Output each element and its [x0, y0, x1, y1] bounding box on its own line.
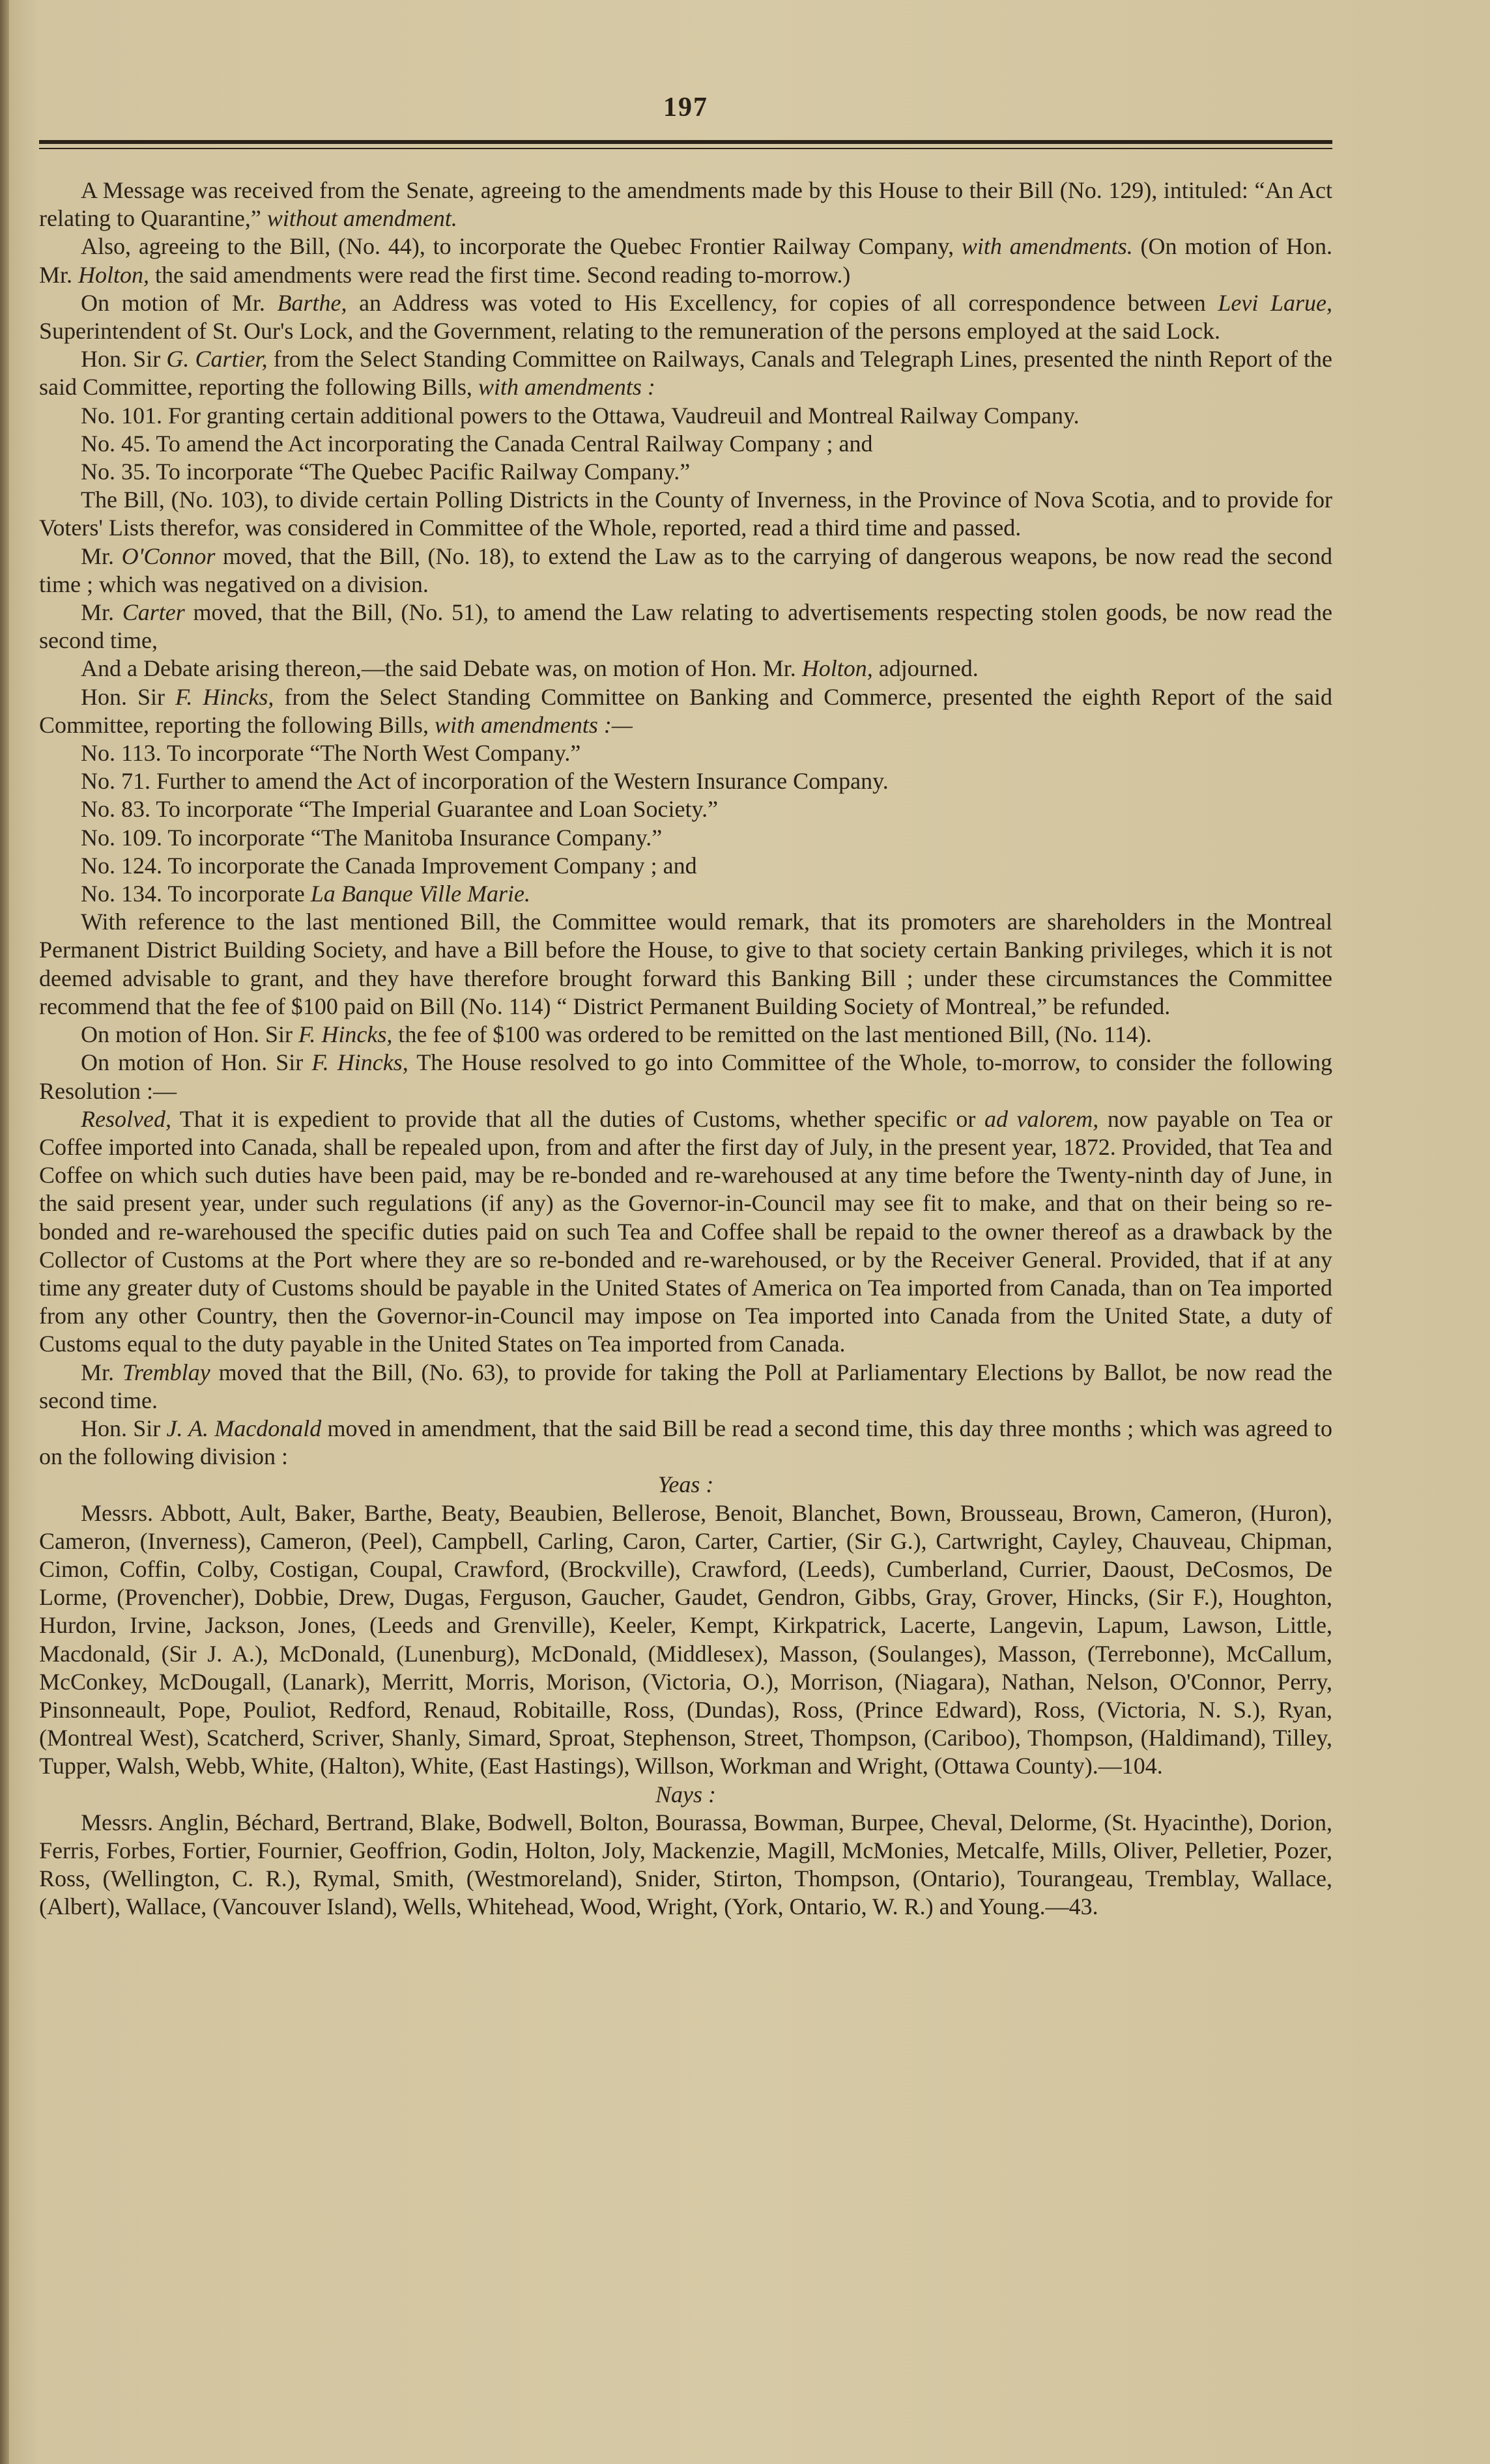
text-run: That it is expedient to provide that all the duties of Customs, whether specific or — [171, 1105, 984, 1132]
text-run: moved that the Bill, (No. 63), to provide for taking the Poll at Parliamentary Elections by Ballot, be now read the second time. — [39, 1359, 1332, 1413]
paragraph — [39, 599, 1332, 655]
text-run: No. 35. To incorporate “The Quebec Pacific Railway Company.” — [81, 459, 691, 485]
italic-text: Yeas : — [657, 1471, 714, 1498]
paragraph — [39, 1105, 1332, 1359]
italic-text: F. Hincks, — [175, 683, 274, 710]
bill-list-item — [39, 402, 1332, 430]
bill-list-item — [39, 458, 1332, 486]
bill-list-item — [39, 852, 1332, 880]
text-run: No. 134. To incorporate — [81, 881, 311, 907]
text-run: No. 101. For granting certain additional powers to the Ottawa, Vaudreuil and Montreal Railway Company. — [81, 402, 1080, 429]
text-run: an Address was voted to His Excellency, for copies of all correspondence between — [347, 289, 1218, 316]
text-run: With reference to the last mentioned Bill, the Committee would remark, that its promoters are shareholders in the Montreal Permanent District Building Society, and have a Bill before the House, to give to that society certain Banking privileges, which it is not deemed advisable to grant, and they have therefore brought forward this Banking Bill ; under these circumstances the Committee recommend that the fee of $100 paid on Bill (No. 114) “ District Permanent Building Society of Montreal,” be refunded. — [39, 909, 1332, 1019]
bill-list-item — [39, 430, 1332, 458]
bill-list-item — [39, 795, 1332, 823]
text-run: Hon. Sir — [81, 683, 176, 710]
paragraph — [39, 233, 1332, 289]
italic-text: Levi Larue, — [1218, 289, 1332, 316]
text-run: The House resolved to go into Committee of the Whole, to-morrow, to consider the following Resolution :— — [39, 1049, 1332, 1104]
text-run: Superintendent of St. Our's Lock, and the Government, relating to the remuneration of the persons employed at the said Lock. — [39, 318, 1221, 345]
italic-text: without amendment. — [266, 205, 457, 232]
text-run: adjourned. — [872, 655, 979, 682]
paragraph — [39, 1499, 1332, 1781]
italic-text: Holton, — [801, 655, 873, 682]
division-heading — [39, 1471, 1332, 1499]
page-number: 197 — [663, 92, 708, 122]
paragraph — [39, 1415, 1332, 1471]
text-run: from the Select Standing Committee on Railways, Canals and Telegraph Lines, presented the ninth Report of the said Committee, reporting the following Bills, — [39, 346, 1332, 401]
header-rule-thick — [39, 140, 1332, 144]
italic-text: La Banque Ville Marie. — [310, 881, 531, 907]
italic-text: J. A. Macdonald — [166, 1415, 322, 1441]
text-run: Mr. — [81, 1359, 122, 1385]
text-run: moved in amendment, that the said Bill be read a second time, this day three months ; which was agreed to on the following division : — [39, 1415, 1332, 1470]
text-run: On motion of Hon. Sir — [81, 1021, 299, 1048]
text-run: from the Select Standing Committee on Banking and Commerce, presented the eighth Report of the said Committee, reporting the following Bills, — [39, 683, 1332, 738]
italic-text: O'Connor — [121, 543, 216, 569]
text-run: Mr. — [81, 599, 122, 626]
paragraph — [39, 345, 1332, 401]
header-rule-thin — [39, 148, 1332, 149]
page-content — [39, 88, 1332, 2433]
text-run: Also, agreeing to the Bill, (No. 44), to incorporate the Quebec Frontier Railway Company, — [81, 233, 962, 260]
paragraph — [39, 177, 1332, 233]
italic-text: G. Cartier, — [166, 346, 268, 373]
paragraph — [39, 1359, 1332, 1415]
paragraph — [39, 908, 1332, 1021]
text-run: the said amendments were read the first time. Second reading to-morrow.) — [149, 261, 851, 288]
text-run: No. 113. To incorporate “The North West Company.” — [81, 740, 581, 767]
text-run: No. 124. To incorporate the Canada Improvement Company ; and — [81, 852, 697, 879]
text-run: Hon. Sir — [81, 346, 167, 373]
text-run: Hon. Sir — [81, 1415, 167, 1441]
italic-text: with amendments. — [961, 233, 1133, 260]
division-heading — [39, 1781, 1332, 1809]
italic-text: F. Hincks, — [311, 1049, 408, 1076]
italic-text: F. Hincks, — [298, 1021, 393, 1048]
italic-text: Holton, — [78, 261, 150, 288]
text-run: On motion of Mr. — [81, 289, 278, 316]
bill-list-item — [39, 739, 1332, 767]
italic-text: Tremblay — [122, 1359, 210, 1385]
paragraph — [39, 1809, 1332, 1921]
text-run: No. 71. Further to amend the Act of incorporation of the Western Insurance Company. — [81, 768, 889, 795]
bill-list-item — [39, 824, 1332, 852]
text-run: (On motion of Hon. Mr. — [39, 233, 1332, 288]
text-run: Messrs. Anglin, Béchard, Bertrand, Blake, Bodwell, Bolton, Bourassa, Bowman, Burpee, Cheval, Delorme, (St. Hyacinthe), Dorion, Ferris, Forbes, Fortier, Fournier, Geoffrion, Godin, Holton, Joly, Mackenzie, Magill, McMonies, Metcalfe, Mills, Oliver, Pelletier, Pozer, Ross, (Wellington, C. R.), Rymal, Smith, (Westmoreland), Snider, Stirton, Thompson, (Ontario), Tourangeau, Tremblay, Wallace, (Albert), Wallace, (Vancouver Island), Wells, Whitehead, Wood, Wright, (York, Ontario, W. R.) and Young.—43. — [39, 1809, 1332, 1920]
text-run: And a Debate arising thereon,—the said Debate was, on motion of Hon. Mr. — [81, 655, 802, 682]
text-run: moved, that the Bill, (No. 18), to extend the Law as to the carrying of dangerous weapons, be now read the second time ; which was negatived on a division. — [39, 543, 1332, 597]
paragraph — [39, 543, 1332, 599]
text-run: moved, that the Bill, (No. 51), to amend the Law relating to advertisements respecting stolen goods, be now read the second time, — [39, 599, 1332, 654]
paragraph — [39, 486, 1332, 542]
italic-text: with amendments :— — [434, 711, 633, 738]
italic-text: Barthe, — [277, 289, 347, 316]
bill-list-item — [39, 880, 1332, 908]
text-run: the fee of $100 was ordered to be remitted on the last mentioned Bill, (No. 114). — [392, 1021, 1152, 1048]
text-run: Mr. — [81, 543, 122, 569]
text-run: On motion of Hon. Sir — [81, 1049, 312, 1076]
journal-body-text — [39, 177, 1332, 1921]
text-run: No. 45. To amend the Act incorporating the Canada Central Railway Company ; and — [81, 430, 873, 457]
paragraph — [39, 1049, 1332, 1105]
text-run: No. 83. To incorporate “The Imperial Guarantee and Loan Society.” — [81, 796, 719, 823]
italic-text: ad valorem, — [984, 1105, 1099, 1132]
text-run: Messrs. Abbott, Ault, Baker, Barthe, Beaty, Beaubien, Bellerose, Benoit, Blanchet, Bown, Brousseau, Brown, Cameron, (Huron), Cameron, (Inverness), Cameron, (Peel), Campbell, Carling, Caron, Carter, Cartier, (Sir G.), Cartwright, Cayley, Chauveau, Chipman, Cimon, Coffin, Colby, Costigan, Coupal, Crawford, (Brockville), Crawford, (Leeds), Cumberland, Currier, Daoust, DeCosmos, De Lorme, (Provencher), Dobbie, Drew, Dugas, Ferguson, Gaucher, Gaudet, Gendron, Gibbs, Gray, Grover, Hincks, (Sir F.), Houghton, Hurdon, Irvine, Jackson, Jones, (Leeds and Grenville), Keeler, Kempt, Kirkpatrick, Lacerte, Langevin, Lapum, Lawson, Little, Macdonald, (Sir J. A.), McDonald, (Lunenburg), McDonald, (Middlesex), Masson, (Soulanges), Masson, (Terrebonne), McCallum, McConkey, McDougall, (Lanark), Merritt, Morris, Morison, (Victoria, O.), Morrison, (Niagara), Nathan, Nelson, O'Connor, Perry, Pinsonneault, Pope, Pouliot, Redford, Renaud, Robitaille, Ross, (Dundas), Ross, (Prince Edward), Ross, (Victoria, N. S.), Ryan, (Montreal West), Scatcherd, Scriver, Shanly, Simard, Sproat, Stephenson, Street, Thompson, (Cariboo), Thompson, (Haldimand), Tilley, Tupper, Walsh, Webb, White, (Halton), White, (East Hastings), Willson, Workman and Wright, (Ottawa County).—104. — [39, 1499, 1332, 1779]
text-run: A Message was received from the Senate, agreeing to the amendments made by this House to their Bill (No. 129), intituled: “An Act relating to Quarantine,” — [39, 177, 1332, 232]
paragraph — [39, 289, 1332, 345]
text-run: No. 109. To incorporate “The Manitoba Insurance Company.” — [81, 824, 663, 851]
paragraph — [39, 683, 1332, 739]
binding-edge — [0, 0, 9, 2464]
italic-text: Carter — [122, 599, 185, 626]
text-run: now payable on Tea or Coffee imported into Canada, shall be repealed upon, from and after the first day of July, in the present year, 1872. Provided, that Tea and Coffee on which such duties have been paid, may be re-bonded and re-warehoused at any time before the Twenty-ninth day of June, in the said present year, under such regulations (if any) as the Governor-in-Council may see fit to make, and that on their being so re-bonded and re-warehoused the specific duties paid on such Tea and Coffee shall be repaid to the owner thereof as a drawback by the Collector of Customs at the Port where they are so re-bonded and re-warehoused, or by the Receiver General. Provided, that if at any time any greater duty of Customs should be payable in the United States of America on Tea imported from Canada, than on Tea imported from any other Country, then the Governor-in-Council may impose on Tea imported into Canada from the United State, a duty of Customs equal to the duty payable in the United States on Tea imported from Canada. — [39, 1105, 1333, 1357]
italic-text: with amendments : — [478, 374, 655, 401]
paragraph — [39, 655, 1332, 683]
bill-list-item — [39, 767, 1332, 795]
paragraph — [39, 1021, 1332, 1049]
italic-text: Nays : — [655, 1781, 716, 1807]
italic-text: Resolved, — [81, 1105, 171, 1132]
text-run: The Bill, (No. 103), to divide certain Polling Districts in the County of Inverness, in the Province of Nova Scotia, and to provide for Voters' Lists therefor, was considered in Committee of the Whole, reported, read a third time and passed. — [39, 487, 1332, 541]
